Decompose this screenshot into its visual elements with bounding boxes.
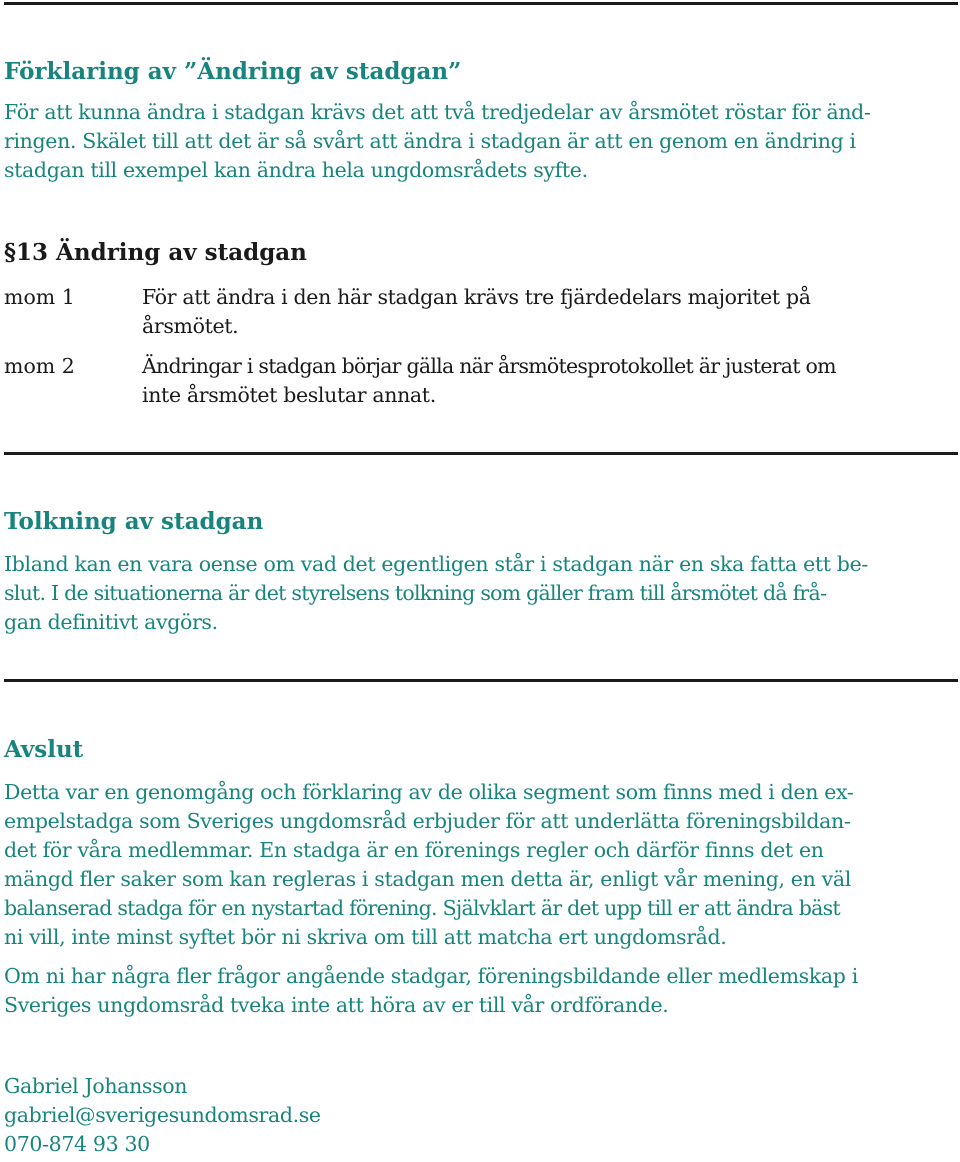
- paragraph-tolkning: [4, 550, 954, 637]
- contact-name: Gabriel Johansson: [4, 1074, 188, 1098]
- text-line: empelstadga som Sveriges ungdomsråd erbjuder för att underlätta föreningsbildan-: [4, 809, 851, 833]
- text-line: årsmötet.: [142, 314, 239, 338]
- text-line: Ibland kan en vara oense om vad det egentligen står i stadgan när en ska fatta ett be-: [4, 552, 868, 576]
- heading-paragraph-13: §13 Ändring av stadgan: [4, 239, 307, 266]
- text-line: För att kunna ändra i stadgan krävs det att två tredjedelar av årsmötet röstar för änd-: [4, 100, 871, 124]
- text-line: Detta var en genomgång och förklaring av de olika segment som finns med i den ex-: [4, 780, 854, 804]
- contact-phone: 070-874 93 30: [4, 1132, 150, 1156]
- text-line: Sveriges ungdomsråd tveka inte att höra av er till vår ordförande.: [4, 993, 669, 1017]
- text-line: det för våra medlemmar. En stadga är en förenings regler och därför finns det en: [4, 838, 824, 862]
- mom-2-text: [142, 352, 954, 410]
- top-divider: [4, 2, 958, 5]
- contact-email: gabriel@sverigesundomsrad.se: [4, 1103, 321, 1127]
- heading-tolkning: Tolkning av stadgan: [4, 508, 264, 535]
- section-divider: [4, 679, 958, 682]
- mom-1-text: [142, 283, 954, 341]
- text-line: För att ändra i den här stadgan krävs tre fjärdedelars majoritet på: [142, 285, 811, 309]
- text-line: Om ni har några fler frågor angående stadgar, föreningsbildande eller medlemskap i: [4, 964, 858, 988]
- text-line: ringen. Skälet till att det är så svårt att ändra i stadgan är att en genom en ändring i: [4, 129, 856, 153]
- text-line: gan definitivt avgörs.: [4, 610, 218, 634]
- paragraph-avslut-2: [4, 962, 954, 1020]
- text-line: slut. I de situationerna är det styrelsens tolkning som gäller fram till årsmötet då frå-: [4, 581, 827, 605]
- text-line: balanserad stadga för en nystartad förening. Självklart är det upp till er att ändra bäst: [4, 896, 840, 920]
- text-line: Ändringar i stadgan börjar gälla när årsmötesprotokollet är justerat om: [142, 354, 836, 378]
- section-divider: [4, 452, 958, 455]
- heading-forklaring: Förklaring av ”Ändring av stadgan”: [4, 58, 462, 85]
- paragraph-forklaring: [4, 98, 954, 185]
- text-line: mängd fler saker som kan regleras i stadgan men detta är, enligt vår mening, en väl: [4, 867, 851, 891]
- mom-1-label: mom 1: [4, 285, 75, 309]
- paragraph-avslut-1: [4, 778, 954, 952]
- text-line: ni vill, inte minst syftet bör ni skriva om till att matcha ert ungdomsråd.: [4, 925, 727, 949]
- contact-block: [4, 1072, 954, 1159]
- mom-2-label: mom 2: [4, 354, 75, 378]
- text-line: inte årsmötet beslutar annat.: [142, 383, 436, 407]
- heading-avslut: Avslut: [4, 736, 84, 763]
- text-line: stadgan till exempel kan ändra hela ungdomsrådets syfte.: [4, 158, 588, 182]
